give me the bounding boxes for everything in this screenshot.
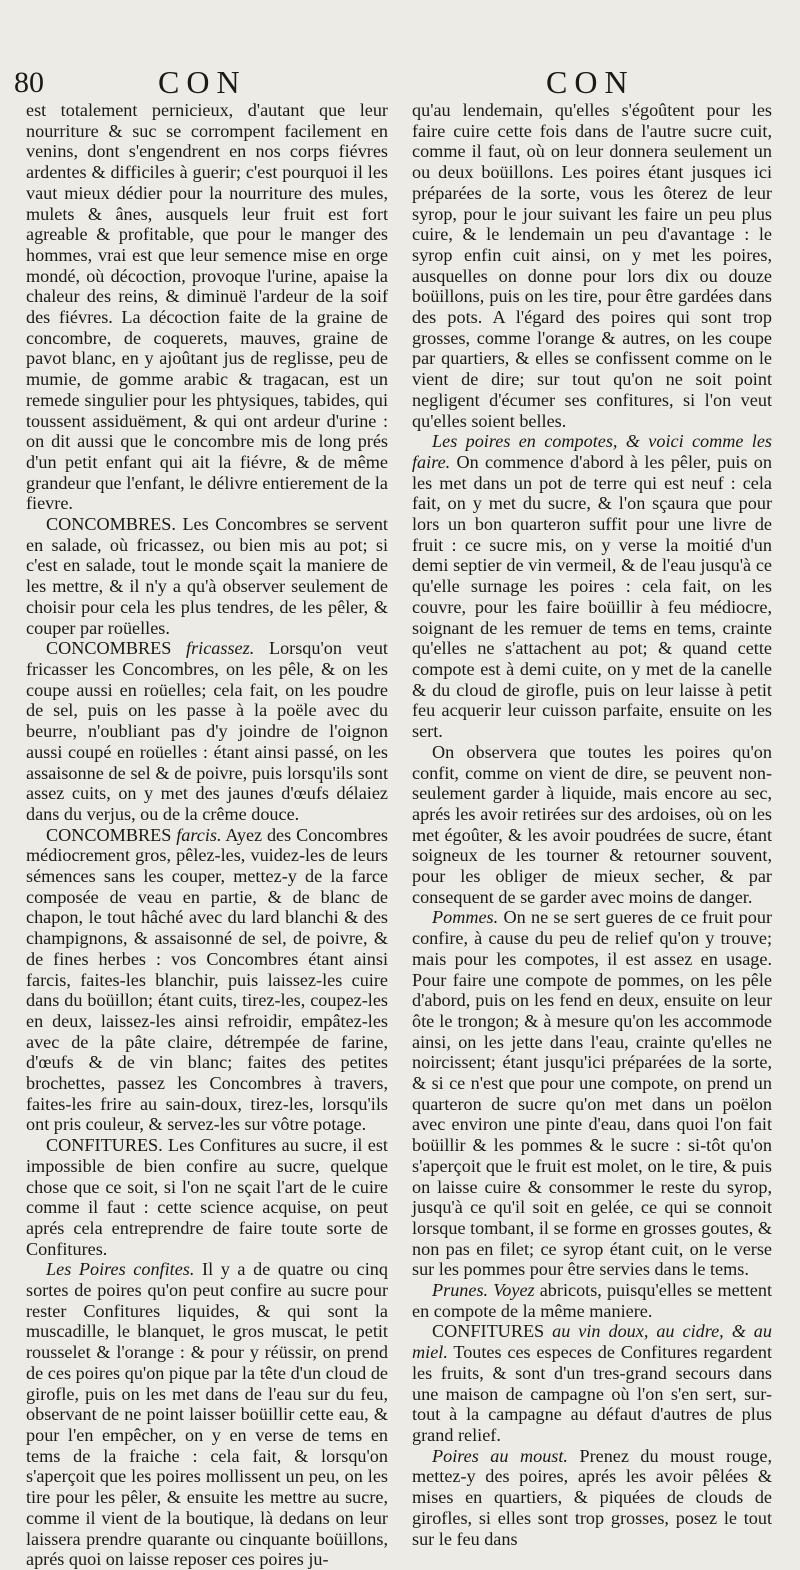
running-head-left: CON (158, 64, 247, 100)
entry-confitures-vin-doux (412, 1321, 772, 1445)
entry-subheading: Les poires en compotes, & voici comme les faire. (412, 431, 772, 472)
entry-poires-confites (26, 1259, 388, 1570)
entry-subheading: farcis. (176, 824, 222, 845)
entry-text: Prenez du moust rouge, mettez-y des poires, aprés les avoir pêlées & mises en quartiers, & piquées de clouds de girofles, si elles sont trop grosses, posez le tout sur le feu dans (412, 1445, 772, 1549)
entry-text: Les Confitures au sucre, il est impossible de bien confire au sucre, quelque chose que ce soit, si l'on ne sçait l'art de le cuire comme il faut : cette science acquise, on peut aprés cela entreprendre de faire toute sorte de Confitures. (26, 1135, 388, 1259)
entry-text: On commence d'abord à les pêler, puis on les met dans un pot de terre qui est neuf : cela fait, on y met du sucre, & l'on sçaura que pour lors un bon quarteron suffit pour une livre de fruit : ce sucre mis, on y verse la moitié d'un demi septier de vin vermeil, & de l'eau jusqu'à ce qu'elle surnage les poires : cela fait, on les couvre, pour les faire boüillir à feu médiocre, soignant de les remuer de tems en tems, crainte qu'elles ne s'attachent au pot; & quand cette compote est à demi cuite, on y met de la canelle & du cloud de girofle, puis on leur laisse à petit feu acquerir leur cuisson parfaite, ensuite on les sert. (412, 451, 772, 742)
entry-concombres-fricassez (26, 638, 388, 824)
entry-text: Les Concombres se servent en salade, où fricassez, ou bien mis au pot; si c'est en salade, tout le monde sçait la maniere de les mettre, & il n'y a qu'à observer seulement de choisir pour cela les plus tendres, de les pêler, & couper par roüelles. (26, 514, 388, 638)
paragraph-concombre-continued: est totalement pernicieux, d'autant que leur nourriture & suc se corrompent facilement en venins, dont s'engendrent en nos corps fiévres ardentes & difficiles à guerir; c'est pourquoi il les vaut mieux dédier pour la nourriture des mules, mulets & ânes, ausquels leur fruit est fort agreable & profitable, que pour le manger des hommes, vrai est que leur semence mise en orge mondé, où décoction, provoque l'urine, apaise la chaleur des reins, & diminuë l'ardeur de la soif des fiévres. La décoction faite de la graine de concombre, de coquerets, mauves, graine de pavot blanc, en y ajoûtant jus de reglisse, peu de mumie, de gomme arabic & tragacan, est un remede singulier pour les phtysiques, tabides, qui toussent assiduëment, & qui ont ardeur d'urine : on dit aussi que le concombre mis de long prés d'un petit enfant qui ait la fiévre, & de même grandeur que l'enfant, le délivre entierement de la fievre. (26, 100, 388, 514)
entry-subheading: Poires au moust. (432, 1445, 568, 1466)
running-head-right: CON (546, 64, 635, 100)
entry-text: Lorsqu'on veut fricasser les Concombres, on les pêle, & on les coupe aussi en roüelles; cela fait, on les poudre de sel, puis on les passe à la poële avec du beurre, n'oubliant pas d'y joindre de l'oignon aussi coupé en roüelles : étant ainsi passé, on les assaisonne de sel & de poivre, puis lorsqu'ils sont assez cuits, on y met des jaunes d'œufs délaiez dans du verjus, ou de la crême douce. (26, 638, 388, 824)
entry-concombres-farcis (26, 825, 388, 1136)
page-number: 80 (14, 66, 44, 99)
entry-subheading: Les Poires confites. (46, 1259, 195, 1280)
entry-heading: CONCOMBRES. (46, 514, 176, 535)
entry-subheading: Prunes. Voyez (432, 1280, 535, 1301)
entry-poires-compotes (412, 431, 772, 742)
right-column (412, 100, 772, 1548)
paragraph-poires-continued: qu'au lendemain, qu'elles s'égoûtent pour les faire cuire cette fois dans de l'autre sucre cuit, comme il faut, où on leur donnera seulement un ou deux boüillons. Les poires étant jusques ici préparées de la sorte, vous les ôterez de leur syrop, pour le jour suivant les faire un peu plus cuire, & le lendemain un peu d'avantage : le syrop enfin cuit ainsi, on y met les poires, ausquelles on donne pour lors dix ou douze boüillons, puis on les tire, pour être gardées dans des pots. A l'égard des poires qui sont trop grosses, comme l'orange & autres, on les coupe par quartiers, & elles se confissent comme on le vient de dire; sur tout qu'on ne soit point negligent d'écumer ses confitures, si l'on veut qu'elles soient belles. (412, 100, 772, 431)
entry-heading: CONFITURES (432, 1321, 545, 1342)
entry-heading: CONCOMBRES (46, 638, 172, 659)
entry-heading: CONFITURES. (46, 1135, 163, 1156)
entry-prunes (412, 1280, 772, 1321)
entry-concombres (26, 514, 388, 638)
entry-heading: CONCOMBRES (46, 824, 172, 845)
entry-confitures (26, 1135, 388, 1259)
entry-text: On ne se sert gueres de ce fruit pour confire, à cause du peu de relief qu'on y trouve; mais pour les compotes, il est assez en usage. Pour faire une compote de pommes, on les pêle d'abord, puis on les fend en deux, ensuite on leur ôte le trongon; & à mesure qu'on les accommode ainsi, on les jette dans l'eau, crainte qu'elles ne noircissent; étant jusqu'ici préparées de la sorte, & si ce n'est que pour une compote, on prend un quarteron de sucre qu'on met dans un poëlon avec environ une pinte d'eau, dans quoi l'on fait boüillir & les pommes & le sucre : si-tôt qu'on s'aperçoit que le fruit est molet, on le tire, & puis on laisse cuire & consommer le reste du syrop, jusqu'à ce qu'il soit en gelée, ce qui se connoit lorsque tombant, il se forme en grosses goutes, & non pas en filet; ce syrop étant cuit, on le verse sur les pommes pour être servies dans le tems. (412, 907, 772, 1280)
entry-text: Toutes ces especes de Confitures regardent les fruits, & sont d'un tres-grand secours dans une maison de campagne où l'on s'en sert, sur-tout à la campagne au défaut d'autres de plus grand relief. (412, 1342, 772, 1445)
entry-text: Ayez des Concombres médiocrement gros, pêlez-les, vuidez-les de leurs sémences sans les couper, mettez-y de la farce composée de veau en partie, & de blanc de chapon, le tout hâché avec du lard blanchi & des champignons, & assaisonné de sel, de poivre, & de fines herbes : vos Concombres étant ainsi farcis, faites-les blanchir, puis laissez-les cuire dans du boüillon; étant cuits, tirez-les, coupez-les en deux, laissez-les ainsi refroidir, empâtez-les avec de la pâte claire, détrempée de farine, d'œufs & de vin blanc; faites des petites brochettes, passez les Concombres à travers, faites-les frire au sain-doux, tirez-les, lorsqu'ils ont pris couleur, & servez-les sur vôtre potage. (26, 824, 389, 1135)
entry-poires-au-moust (412, 1446, 772, 1550)
entry-subheading: Pommes. (432, 907, 499, 928)
entry-text: Il y a de quatre ou cinq sortes de poires qu'on peut confire au sucre pour rester Confitures liquides, & qui sont la muscadille, le blanquet, le gros muscat, le petit rousselet & l'orange : & pour y réüssir, on prend de ces poires qu'on pique par la tête d'un cloud de girofle, puis on les met dans de l'eau sur du feu, observant de ne point laisser boüillir cette eau, & pour l'en empêcher, on y en verse de tems en tems de la fraiche : cela fait, & lorsqu'on s'aperçoit que les poires mollissent un peu, on les tire pour les pêler, & ensuite les mettre au sucre, comme il vient de la boutique, là dedans on leur laissera prendre quarante ou cinquante boüillons, aprés quoi on laisse reposer ces poires ju- (26, 1259, 388, 1570)
entry-subheading: fricassez. (186, 638, 255, 659)
paragraph-observation: On observera que toutes les poires qu'on confit, comme on vient de dire, se peuvent non-seulement garder à liquide, mais encore au sec, aprés les avoir retirées sur des ardoises, où on les met égoûter, & les avoir poudrées de sucre, étant soigneux de les tourner & retourner souvent, pour les obliger de mieux secher, & par consequent de se garder avec moins de danger. (412, 741, 772, 907)
entry-subheading: au vin doux, au cidre, & au miel. (412, 1321, 772, 1363)
entry-pommes (412, 907, 772, 1280)
entry-text: abricots, puisqu'elles se mettent en compote de la même maniere. (412, 1280, 772, 1321)
left-column (26, 100, 389, 1570)
